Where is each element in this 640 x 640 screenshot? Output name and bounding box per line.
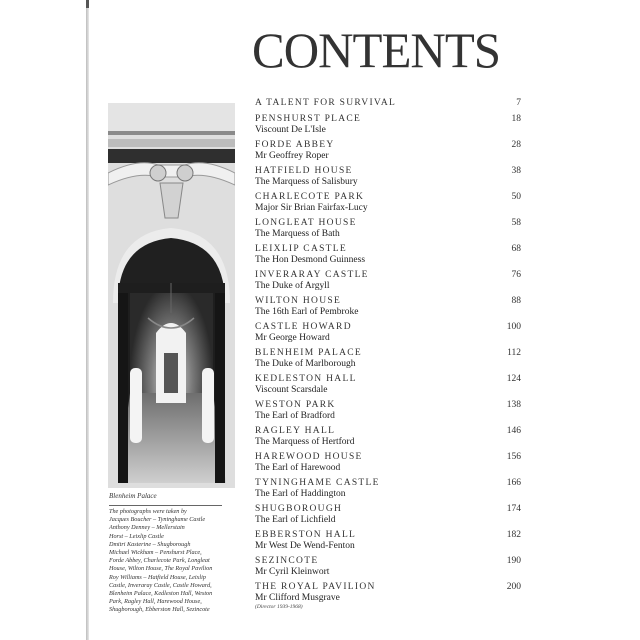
toc-owner-name: Viscount Scarsdale [255, 385, 328, 395]
toc-page-number: 112 [507, 348, 521, 358]
toc-page-number: 156 [506, 452, 521, 462]
toc-house-name: CHARLECOTE PARK [255, 192, 365, 202]
credits-line: House, Wilton House, The Royal Pavilion [109, 565, 213, 573]
toc-page-number: 190 [506, 556, 521, 566]
toc-house-name: HAREWOOD HOUSE [255, 452, 363, 462]
toc-owner-name: The Marquess of Bath [255, 229, 340, 239]
toc-owner-name: The Earl of Lichfield [255, 515, 336, 525]
toc-house-name: CASTLE HOWARD [255, 322, 352, 332]
toc-house-name: LEIXLIP CASTLE [255, 244, 347, 254]
toc-owner-name: The Duke of Argyll [255, 281, 330, 291]
toc-entry[interactable] [255, 530, 525, 556]
toc-house-name: THE ROYAL PAVILION [255, 582, 376, 592]
toc-house-name: EBBERSTON HALL [255, 530, 357, 540]
table-of-contents [255, 98, 525, 608]
toc-page-number: 100 [506, 322, 521, 332]
toc-house-name: WESTON PARK [255, 400, 336, 410]
toc-house-name: LONGLEAT HOUSE [255, 218, 357, 228]
toc-page-number: 166 [506, 478, 521, 488]
book-page-edge [86, 0, 89, 640]
credits-line: Castle, Inveraray Castle, Castle Howard, [109, 581, 212, 589]
toc-owner-name: Mr George Howard [255, 333, 330, 343]
toc-entry[interactable] [255, 244, 525, 270]
toc-page-number: 200 [506, 582, 521, 592]
credits-line: Anthony Denney – Mellerstain [109, 524, 185, 532]
photo-caption: Blenheim Palace [109, 492, 157, 500]
toc-page-number: 18 [511, 114, 521, 124]
toc-entry[interactable] [255, 270, 525, 296]
blenheim-palace-photo [108, 103, 235, 488]
book-page-edge-shadow [86, 0, 89, 8]
toc-page-number: 38 [511, 166, 521, 176]
toc-page-number: 28 [511, 140, 521, 150]
photo-credits [109, 508, 239, 615]
credits-line: Blenheim Palace, Kedleston Hall, Weston [109, 590, 213, 598]
toc-entry[interactable] [255, 556, 525, 582]
toc-page-number: 182 [506, 530, 521, 540]
toc-owner-name: The Earl of Haddington [255, 489, 346, 499]
toc-entry[interactable] [255, 348, 525, 374]
toc-page-number: 124 [506, 374, 521, 384]
toc-page-number: 50 [511, 192, 521, 202]
toc-house-name: KEDLESTON HALL [255, 374, 357, 384]
toc-page-number: 58 [511, 218, 521, 228]
toc-owner-name: Mr Cyril Kleinwort [255, 567, 330, 577]
toc-house-name: BLENHEIM PALACE [255, 348, 363, 358]
toc-page-number: 88 [511, 296, 521, 306]
toc-owner-name: The Duke of Marlborough [255, 359, 356, 369]
toc-entry[interactable] [255, 114, 525, 140]
toc-owner-name: The Earl of Harewood [255, 463, 341, 473]
toc-page-number: 76 [511, 270, 521, 280]
toc-owner-name: The Marquess of Hertford [255, 437, 355, 447]
photo-illustration [108, 103, 235, 488]
toc-entry[interactable] [255, 478, 525, 504]
credits-line: Dmitri Kasterine – Shugborough [109, 540, 191, 548]
credits-line: Forde Abbey, Charlecote Park, Longleat [109, 557, 210, 565]
toc-owner-name: Viscount De L'Isle [255, 125, 326, 135]
toc-entry[interactable] [255, 322, 525, 348]
toc-page-number: 174 [506, 504, 521, 514]
credits-line: Michael Wickham – Penshurst Place, [109, 549, 202, 557]
toc-entry[interactable] [255, 166, 525, 192]
toc-owner-name: The 16th Earl of Pembroke [255, 307, 359, 317]
toc-house-name: PENSHURST PLACE [255, 114, 362, 124]
toc-entry-intro[interactable] [255, 98, 525, 114]
toc-owner-name: The Earl of Bradford [255, 411, 335, 421]
credits-line: Jacques Boucher – Tyninghame Castle [109, 516, 206, 524]
toc-entry[interactable] [255, 426, 525, 452]
caption-divider [109, 505, 222, 506]
toc-house-name: INVERARAY CASTLE [255, 270, 369, 280]
toc-house-name: WILTON HOUSE [255, 296, 342, 306]
toc-entry[interactable] [255, 504, 525, 530]
toc-house-name: TYNINGHAME CASTLE [255, 478, 380, 488]
toc-owner-name: Major Sir Brian Fairfax-Lucy [255, 203, 368, 213]
toc-entry[interactable] [255, 582, 525, 608]
credits-line: Roy Williams – Hatfield House, Leixlip [109, 573, 206, 581]
toc-page-number: 7 [516, 98, 521, 108]
toc-owner-name: Mr West De Wend-Fenton [255, 541, 355, 551]
toc-chapter-title: A TALENT FOR SURVIVAL [255, 98, 397, 108]
toc-owner-note: (Director 1939-1968) [255, 604, 303, 610]
page-title: CONTENTS [252, 22, 501, 78]
toc-house-name: HATFIELD HOUSE [255, 166, 353, 176]
toc-owner-name: The Hon Desmond Guinness [255, 255, 366, 265]
toc-house-name: FORDE ABBEY [255, 140, 335, 150]
toc-entry[interactable] [255, 452, 525, 478]
toc-house-name: RAGLEY HALL [255, 426, 336, 436]
toc-house-name: SEZINCOTE [255, 556, 319, 566]
toc-owner-name: Mr Clifford Musgrave [255, 593, 340, 603]
credits-line: Horst – Leixlip Castle [109, 532, 164, 540]
credits-line: Park, Ragley Hall, Harewood House, [109, 598, 202, 606]
toc-page-number: 138 [506, 400, 521, 410]
toc-page-number: 146 [506, 426, 521, 436]
toc-owner-name: The Marquess of Salisbury [255, 177, 358, 187]
credits-line: Shugborough, Ebberston Hall, Sezincote [109, 606, 210, 614]
toc-house-name: SHUGBOROUGH [255, 504, 343, 514]
toc-entry[interactable] [255, 400, 525, 426]
toc-entry[interactable] [255, 192, 525, 218]
credits-line: The photographs were taken by [109, 508, 187, 515]
toc-entry[interactable] [255, 374, 525, 400]
toc-entry[interactable] [255, 140, 525, 166]
toc-entry[interactable] [255, 218, 525, 244]
toc-entry[interactable] [255, 296, 525, 322]
toc-page-number: 68 [511, 244, 521, 254]
toc-owner-name: Mr Geoffrey Roper [255, 151, 329, 161]
